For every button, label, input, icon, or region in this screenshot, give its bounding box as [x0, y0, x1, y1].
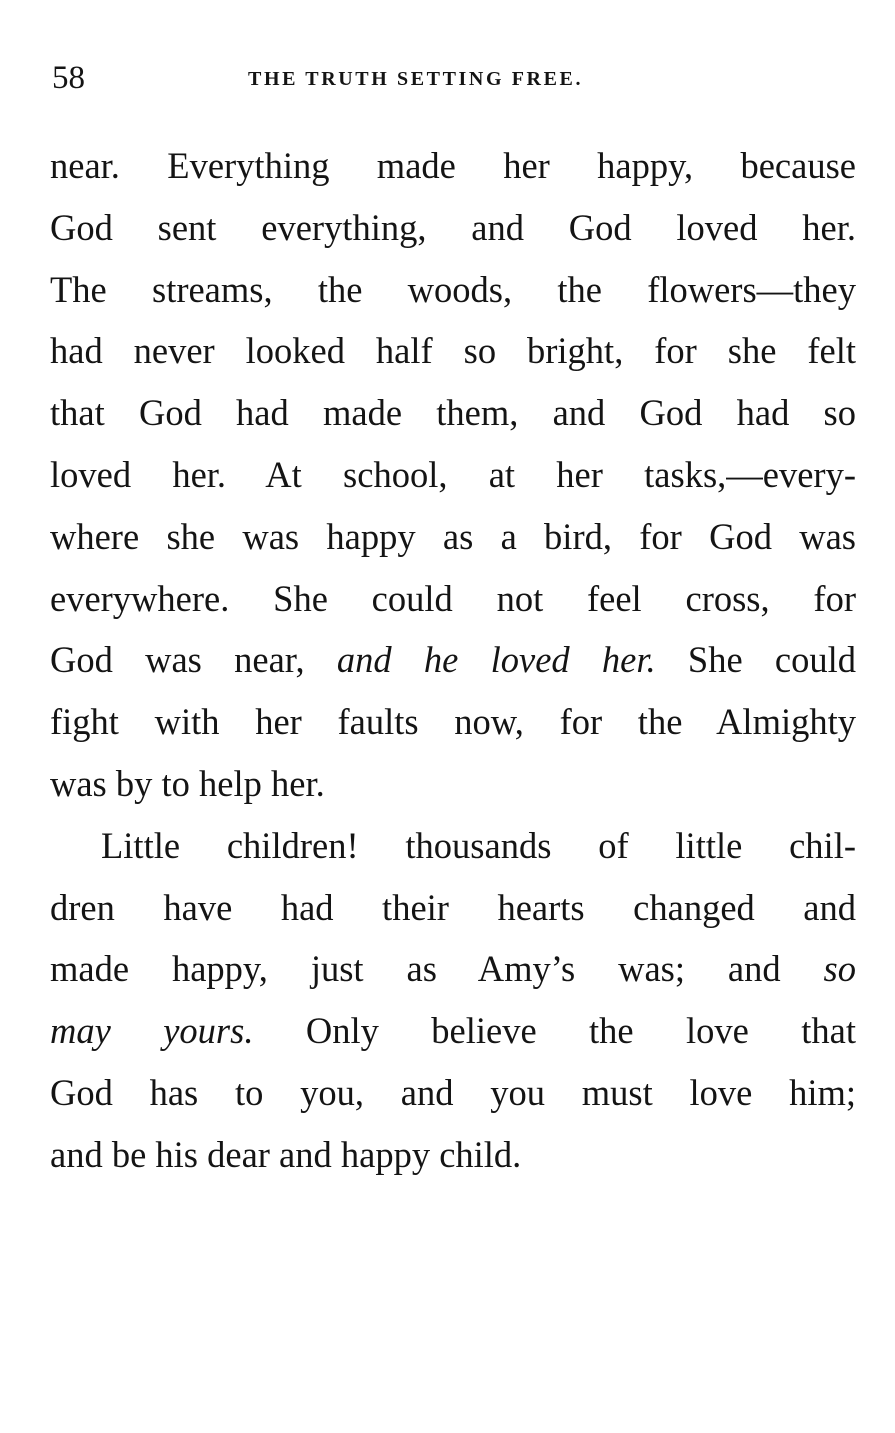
page-number: 58: [52, 60, 85, 96]
text-line: everywhere. She could not feel cross, for: [50, 577, 856, 619]
text-line: was by to help her.: [50, 762, 325, 804]
text-line: [50, 938, 856, 1000]
paragraph: [50, 135, 856, 815]
text-segment: made happy, just as Amy’s was; and: [50, 948, 781, 990]
text-line: where she was happy as a bird, for God was: [50, 515, 856, 557]
body-text: [50, 135, 856, 1186]
text-line: God sent everything, and God loved her.: [50, 206, 856, 248]
paragraph: [50, 815, 856, 1186]
text-line: dren have had their hearts changed and: [50, 886, 856, 928]
text-line: Little children! thousands of little chil-: [101, 824, 856, 866]
text-line: that God had made them, and God had so: [50, 392, 856, 434]
italic-emphasis: and he loved her.: [336, 639, 656, 681]
italic-emphasis: so: [823, 948, 856, 990]
running-title: THE TRUTH SETTING FREE.: [248, 68, 584, 90]
text-line: [50, 1000, 856, 1062]
text-line: and be his dear and happy child.: [50, 1133, 522, 1175]
italic-emphasis: may yours.: [50, 1010, 254, 1052]
text-line: near. Everything made her happy, because: [50, 145, 856, 186]
text-line: had never looked half so bright, for she felt: [50, 330, 856, 372]
text-segment: She could: [687, 639, 856, 681]
text-line: God has to you, and you must love him;: [50, 1071, 856, 1113]
text-segment: God was near,: [50, 639, 305, 681]
running-head: [50, 58, 860, 98]
text-line: The streams, the woods, the flowers—they: [50, 268, 856, 310]
text-line: loved her. At school, at her tasks,—every-: [50, 453, 856, 495]
text-line: fight with her faults now, for the Almighty: [50, 701, 856, 743]
text-line: [50, 629, 856, 691]
text-segment: Only believe the love that: [305, 1010, 856, 1052]
